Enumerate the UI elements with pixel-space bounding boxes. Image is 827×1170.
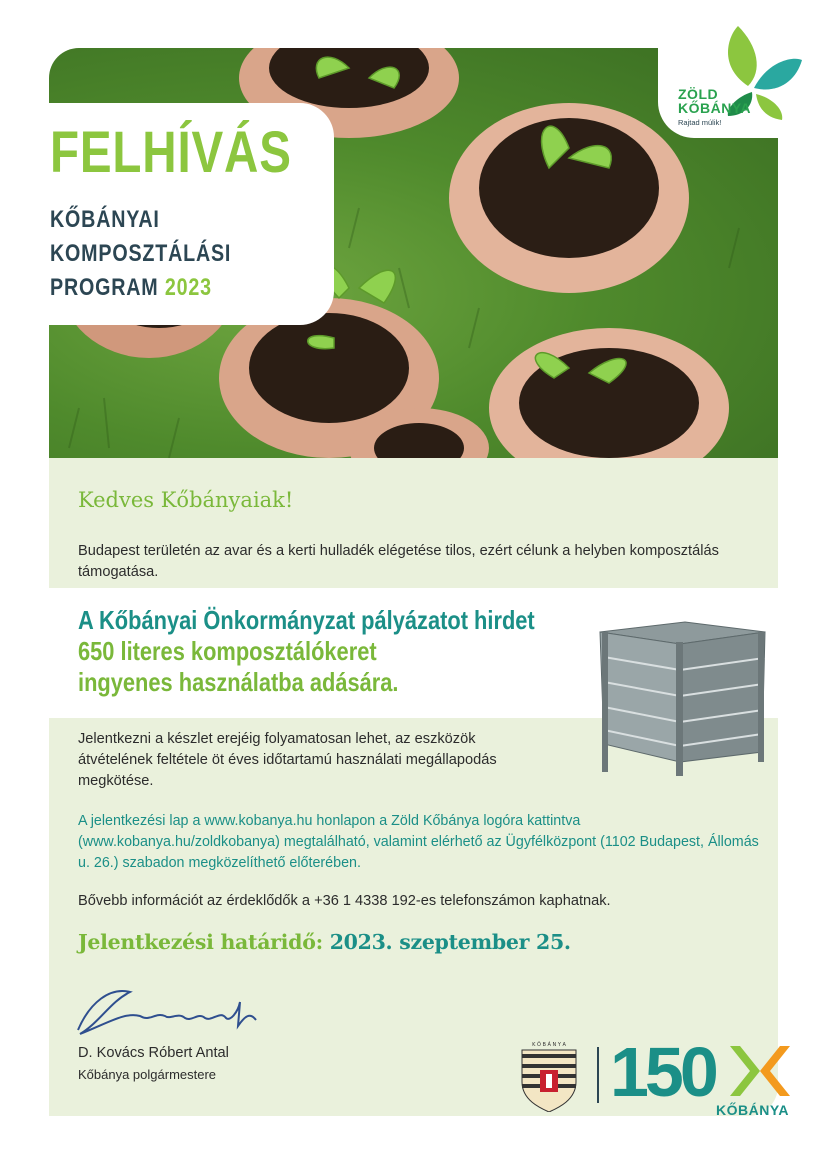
anniversary-number: 150 (610, 1038, 715, 1104)
subtitle-line-2: KOMPOSZTÁLÁSI (50, 240, 232, 267)
logo-text-kobanya: KŐBÁNYA (678, 100, 751, 116)
headline-line-2: 650 literes komposztálókeret (78, 636, 377, 666)
headline-line-1: A Kőbányai Önkormányzat pályázatot hirdet (78, 605, 535, 635)
page-title: FELHÍVÁS (50, 120, 292, 185)
intro-paragraph: Budapest területén az avar és a kerti hulladék elégetése tilos, ezért célunk a helyben komposztálás támogatása. (78, 543, 719, 580)
signatory-name: D. Kovács Róbert Antal (78, 1045, 229, 1061)
subtitle-program-word: PROGRAM (50, 274, 159, 301)
headline-line-3: ingyenes használatba adására. (78, 667, 399, 697)
handwritten-signature (70, 982, 270, 1042)
logo-tagline: Rajtad múlik! (678, 118, 722, 127)
subtitle-line-1: KŐBÁNYAI (50, 206, 160, 233)
deadline-label: Jelentkezési határidő: (78, 930, 323, 954)
coat-of-arms-caption: K Ő B Á N Y A (532, 1042, 566, 1048)
deadline-value: 2023. szeptember 25. (329, 930, 571, 954)
subtitle-line-3 (50, 271, 231, 305)
greeting: Kedves Kőbányaiak! (78, 488, 294, 512)
coat-of-arms-icon (518, 1040, 580, 1112)
anniversary-label: KŐBÁNYA (716, 1102, 789, 1118)
program-subtitle (50, 203, 231, 305)
signatory-role: Kőbánya polgármestere (78, 1067, 217, 1082)
apply-info-paragraph: Jelentkezni a készlet erejéig folyamatosan lehet, az eszközök átvételének feltétele öt éves időtartamú használati megállapodás megkötése. (78, 731, 497, 789)
anniversary-150-logo (610, 1038, 790, 1104)
deadline (78, 930, 571, 954)
form-info-paragraph: A jelentkezési lap a www.kobanya.hu honlapon a Zöld Kőbánya logóra kattintva (www.kobanya.hu/zoldkobanya) megtalálható, valamint elérhető az Ügyfélközpont (1102 Budapest, Állomás u. 26.) szabadon megközelíthető előterében. (78, 813, 759, 871)
headline (78, 605, 535, 698)
contact-info-paragraph: Bővebb információt az érdeklődők a +36 1 4338 192-es telefonszámon kaphatnak. (78, 893, 611, 909)
subtitle-year: 2023 (164, 274, 212, 301)
compost-bin-image (590, 612, 770, 780)
logo-text-zold: ZÖLD (678, 86, 719, 102)
footer-divider (597, 1047, 599, 1103)
